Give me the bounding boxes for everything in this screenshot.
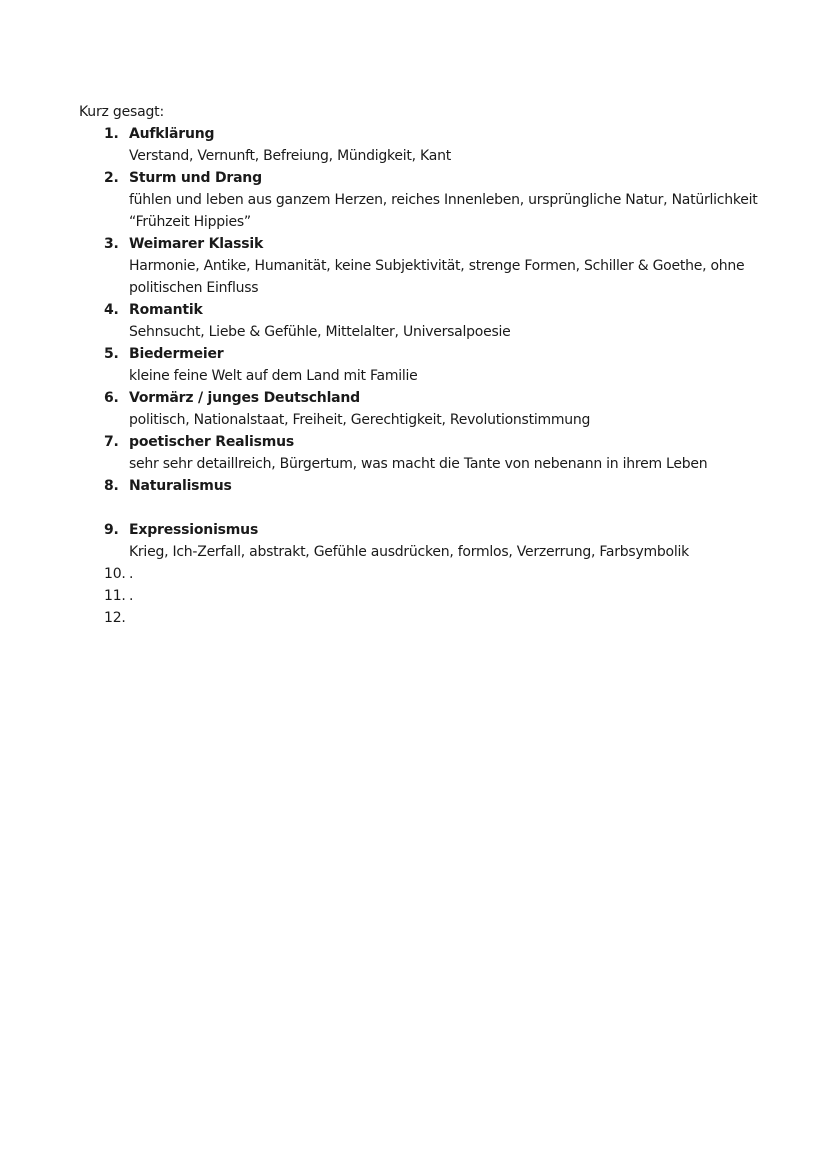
item-number: 1.	[104, 126, 119, 142]
item-title: .	[129, 566, 134, 582]
blank-line	[104, 497, 784, 519]
item-number: 12.	[104, 610, 126, 626]
item-title: Aufklärung	[129, 126, 215, 142]
item-title: Weimarer Klassik	[129, 236, 264, 252]
list-item	[104, 585, 784, 607]
item-description: Krieg, Ich-Zerfall, abstrakt, Gefühle ausdrücken, formlos, Verzerrung, Farbsymbolik	[129, 544, 689, 560]
item-description: sehr sehr detaillreich, Bürgertum, was macht die Tante von nebenann in ihrem Leben	[129, 456, 708, 472]
item-number: 6.	[104, 390, 119, 406]
item-description: Sehnsucht, Liebe & Gefühle, Mittelalter, Universalpoesie	[129, 324, 511, 340]
list-item	[104, 299, 784, 343]
item-title: Biedermeier	[129, 346, 224, 362]
item-number: 10.	[104, 566, 126, 582]
item-description: politisch, Nationalstaat, Freiheit, Gerechtigkeit, Revolutionstimmung	[129, 412, 591, 428]
item-number: 3.	[104, 236, 119, 252]
list-item	[104, 167, 784, 233]
item-number: 5.	[104, 346, 119, 362]
item-number: 11.	[104, 588, 126, 604]
item-title: poetischer Realismus	[129, 434, 295, 450]
item-description: Verstand, Vernunft, Befreiung, Mündigkeit, Kant	[129, 148, 451, 164]
item-title: Vormärz / junges Deutschland	[129, 390, 361, 406]
item-description: fühlen und leben aus ganzem Herzen, reiches Innenleben, ursprüngliche Natur, Natürlichkeit “Frühzeit Hippies”	[129, 192, 758, 230]
item-number: 8.	[104, 478, 119, 494]
item-title: Romantik	[129, 302, 203, 318]
list-item	[104, 519, 784, 563]
item-description: kleine feine Welt auf dem Land mit Familie	[129, 368, 418, 384]
item-title: Sturm und Drang	[129, 170, 262, 186]
list-item	[104, 343, 784, 387]
item-title: Expressionismus	[129, 522, 259, 538]
list-item	[104, 387, 784, 431]
list-item	[104, 233, 784, 299]
item-description: Harmonie, Antike, Humanität, keine Subjektivität, strenge Formen, Schiller & Goethe, ohne politischen Einfluss	[129, 258, 745, 296]
intro-text: Kurz gesagt:	[79, 104, 164, 120]
list-item	[104, 563, 784, 585]
item-number: 2.	[104, 170, 119, 186]
item-title: Naturalismus	[129, 478, 232, 494]
epochs-list	[104, 123, 784, 629]
item-number: 7.	[104, 434, 119, 450]
item-title: .	[129, 588, 134, 604]
item-number: 9.	[104, 522, 119, 538]
list-item	[104, 607, 784, 629]
list-item	[104, 475, 784, 519]
item-number: 4.	[104, 302, 119, 318]
list-item	[104, 123, 784, 167]
list-item	[104, 431, 784, 475]
